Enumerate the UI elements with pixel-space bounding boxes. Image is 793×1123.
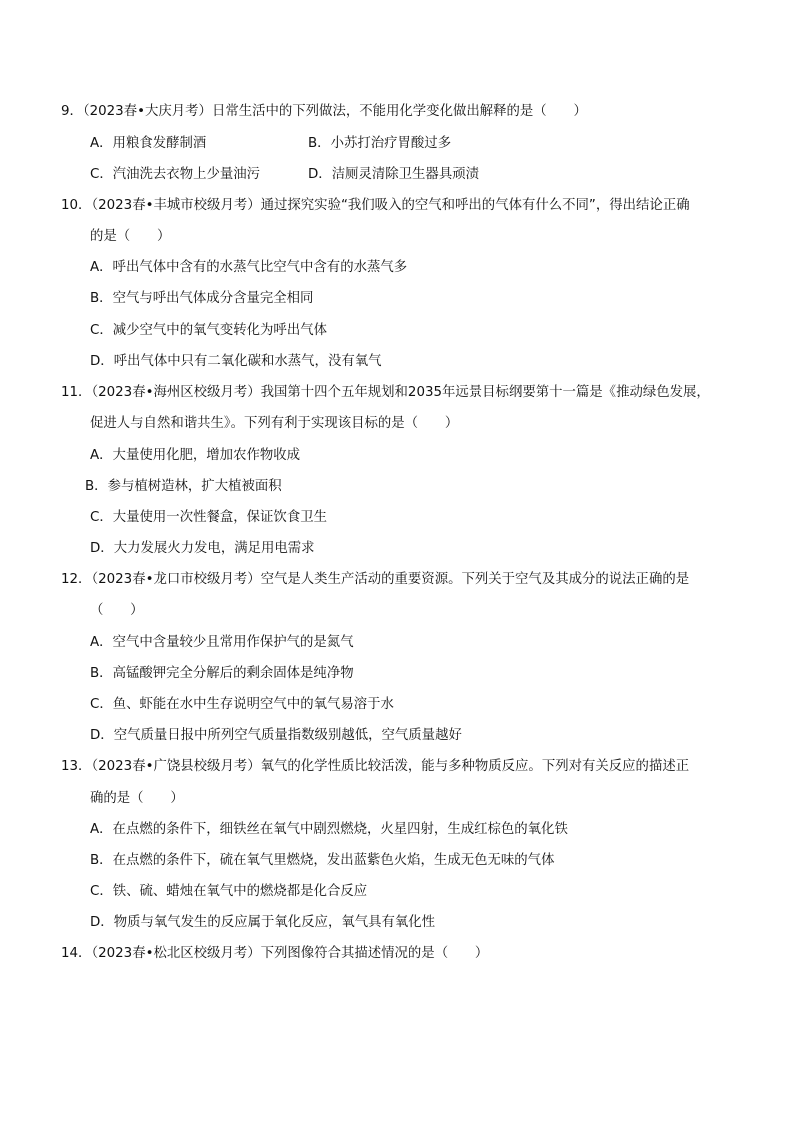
question-10-option-c: C．减少空气中的氧气变转化为呼出气体 <box>90 323 327 338</box>
question-13-option-c: C．铁、硫、蜡烛在氧气中的燃烧都是化合反应 <box>90 884 368 899</box>
question-12-option-b: B．高锰酸钾完全分解后的剩余固体是纯净物 <box>90 666 354 681</box>
question-number: 9． <box>61 104 83 119</box>
question-number: 10． <box>61 198 92 213</box>
question-number: 11． <box>61 385 92 400</box>
question-11-option-c: C．大量使用一次性餐盒，保证饮食卫生 <box>90 510 327 525</box>
question-13-option-d: D．物质与氧气发生的反应属于氧化反应，氧气具有氧化性 <box>90 915 436 930</box>
question-source: （2023春•广饶县校级月考） <box>91 759 261 774</box>
question-source: （2023春•龙口市校级月考） <box>91 572 261 587</box>
question-source: （2023春•松北区校级月考） <box>91 946 261 961</box>
question-13-stem <box>61 758 689 776</box>
question-13-stem-continued: 确的是（ ） <box>90 791 184 806</box>
question-11-option-a: A．大量使用化肥，增加农作物收成 <box>90 448 301 463</box>
question-13-option-a: A．在点燃的条件下，细铁丝在氧气中剧烈燃烧，火星四射，生成红棕色的氧化铁 <box>90 822 568 837</box>
question-number: 12． <box>61 572 92 587</box>
question-14-stem <box>61 945 488 963</box>
question-12-stem <box>61 571 689 589</box>
question-12-option-a: A．空气中含量较少且常用作保护气的是氮气 <box>90 635 354 650</box>
question-9-option-d: D．洁厕灵清除卫生器具顽渍 <box>308 167 479 182</box>
question-11-stem <box>61 384 710 402</box>
question-11-option-d: D．大力发展火力发电，满足用电需求 <box>90 541 315 556</box>
question-stem-line: 日常生活中的下列做法，不能用化学变化做出解释的是（ ） <box>211 104 587 119</box>
question-10-option-b: B．空气与呼出气体成分含量完全相同 <box>90 291 314 306</box>
question-stem-line: 通过探究实验“我们吸入的空气和呼出的气体有什么不同”，得出结论正确 <box>260 198 690 213</box>
question-9-option-b: B．小苏打治疗胃酸过多 <box>308 136 452 151</box>
question-number: 13． <box>61 759 92 774</box>
question-9-option-c: C．汽油洗去衣物上少量油污 <box>90 167 261 182</box>
question-stem-line: 我国第十四个五年规划和2035年远景目标纲要第十一篇是《推动绿色发展， <box>260 385 710 400</box>
question-9-stem <box>61 103 587 121</box>
question-12-option-d: D．空气质量日报中所列空气质量指数级别越低，空气质量越好 <box>90 728 462 743</box>
question-source: （2023春•大庆月考） <box>82 104 212 119</box>
question-source: （2023春•丰城市校级月考） <box>91 198 261 213</box>
question-source: （2023春•海州区校级月考） <box>91 385 261 400</box>
question-12-stem-continued: （ ） <box>90 603 144 618</box>
question-stem-line: 氧气的化学性质比较活泼，能与多种物质反应。下列对有关反应的描述正 <box>260 759 690 774</box>
question-number: 14． <box>61 946 92 961</box>
question-11-stem-continued: 促进人与自然和谐共生》。下列有利于实现该目标的是（ ） <box>90 416 459 431</box>
question-13-option-b: B．在点燃的条件下，硫在氧气里燃烧，发出蓝紫色火焰，生成无色无味的气体 <box>90 853 555 868</box>
question-11-option-b: B．参与植树造林，扩大植被面积 <box>85 479 282 494</box>
question-10-option-d: D．呼出气体中只有二氧化碳和水蒸气，没有氧气 <box>90 354 382 369</box>
question-stem-line: 空气是人类生产活动的重要资源。下列关于空气及其成分的说法正确的是 <box>260 572 690 587</box>
question-10-stem-continued: 的是（ ） <box>90 229 171 244</box>
question-stem-line: 下列图像符合其描述情况的是（ ） <box>260 946 489 961</box>
question-12-option-c: C．鱼、虾能在水中生存说明空气中的氧气易溶于水 <box>90 697 394 712</box>
question-9-option-a: A．用粮食发酵制酒 <box>90 136 207 151</box>
question-10-stem <box>61 197 690 215</box>
question-10-option-a: A．呼出气体中含有的水蒸气比空气中含有的水蒸气多 <box>90 260 408 275</box>
